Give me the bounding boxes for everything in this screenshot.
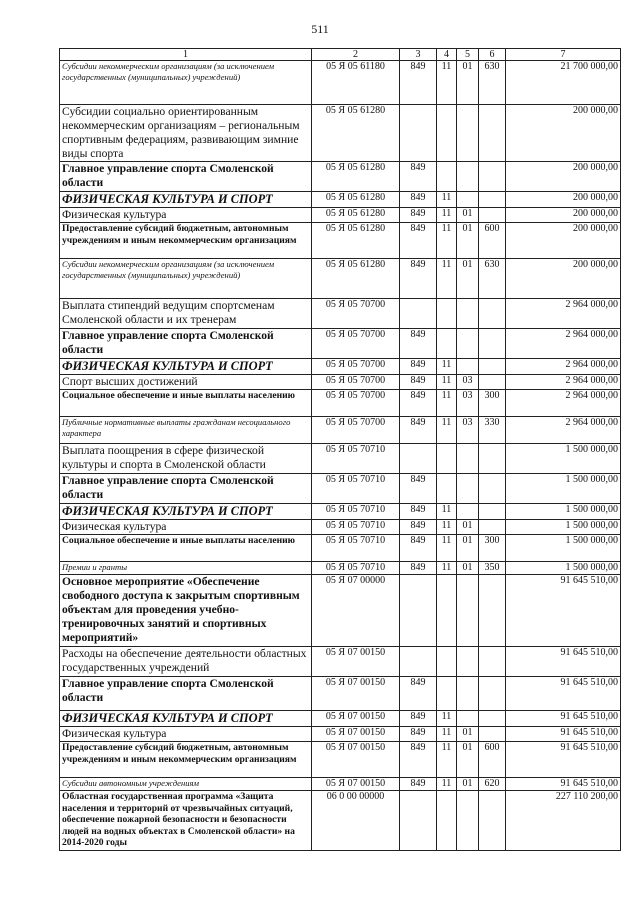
row-section: 11 (437, 535, 457, 562)
row-ved: 849 (400, 520, 437, 535)
row-section (437, 474, 457, 504)
row-ved: 849 (400, 474, 437, 504)
row-ved: 849 (400, 727, 437, 742)
row-expense-type (479, 359, 506, 375)
row-code: 05 Я 07 00150 (312, 727, 400, 742)
row-code: 05 Я 05 70700 (312, 417, 400, 444)
table-row (60, 417, 621, 444)
row-name: Предоставление субсидий бюджетным, автономным учреждениям и иным некоммерческим организациям (60, 223, 312, 259)
row-section (437, 105, 457, 162)
row-section (437, 162, 457, 192)
row-subsection: 01 (457, 778, 479, 791)
row-expense-type (479, 329, 506, 359)
row-expense-type (479, 575, 506, 647)
row-subsection (457, 504, 479, 520)
row-name: ФИЗИЧЕСКАЯ КУЛЬТУРА И СПОРТ (60, 504, 312, 520)
row-subsection: 01 (457, 562, 479, 575)
row-name: ФИЗИЧЕСКАЯ КУЛЬТУРА И СПОРТ (60, 711, 312, 727)
row-subsection: 01 (457, 727, 479, 742)
row-code: 05 Я 05 70700 (312, 375, 400, 390)
row-expense-type (479, 677, 506, 711)
row-section: 11 (437, 375, 457, 390)
row-expense-type (479, 504, 506, 520)
row-ved: 849 (400, 535, 437, 562)
row-code: 05 Я 05 61280 (312, 208, 400, 223)
row-expense-type: 300 (479, 390, 506, 417)
row-amount: 1 500 000,00 (506, 444, 621, 474)
row-amount: 2 964 000,00 (506, 390, 621, 417)
row-subsection: 01 (457, 535, 479, 562)
row-subsection (457, 647, 479, 677)
row-name: Главное управление спорта Смоленской области (60, 162, 312, 192)
header-col-2: 2 (312, 49, 400, 61)
row-subsection: 01 (457, 61, 479, 105)
row-code: 05 Я 05 61280 (312, 223, 400, 259)
row-code: 06 0 00 00000 (312, 791, 400, 851)
table-row (60, 299, 621, 329)
table-row (60, 359, 621, 375)
row-subsection: 01 (457, 742, 479, 778)
row-ved: 849 (400, 504, 437, 520)
row-section (437, 647, 457, 677)
row-ved: 849 (400, 390, 437, 417)
row-amount: 91 645 510,00 (506, 647, 621, 677)
row-section: 11 (437, 520, 457, 535)
row-amount: 91 645 510,00 (506, 727, 621, 742)
row-amount: 91 645 510,00 (506, 778, 621, 791)
row-name: Субсидии некоммерческим организациям (за исключением государственных (муниципальных) учреждений) (60, 259, 312, 299)
row-section (437, 444, 457, 474)
row-subsection (457, 105, 479, 162)
row-ved: 849 (400, 711, 437, 727)
row-code: 05 Я 05 61280 (312, 192, 400, 208)
row-ved: 849 (400, 562, 437, 575)
table-row (60, 778, 621, 791)
row-expense-type: 600 (479, 223, 506, 259)
row-name: Публичные нормативные выплаты гражданам несоциального характера (60, 417, 312, 444)
row-section: 11 (437, 417, 457, 444)
table-row (60, 390, 621, 417)
row-amount: 200 000,00 (506, 223, 621, 259)
row-section: 11 (437, 259, 457, 299)
row-section: 11 (437, 727, 457, 742)
row-expense-type: 330 (479, 417, 506, 444)
row-expense-type (479, 105, 506, 162)
row-name: Выплата поощрения в сфере физической культуры и спорта в Смоленской области (60, 444, 312, 474)
row-section: 11 (437, 223, 457, 259)
row-code: 05 Я 05 70710 (312, 504, 400, 520)
row-subsection (457, 162, 479, 192)
row-code: 05 Я 05 61280 (312, 162, 400, 192)
table-row (60, 208, 621, 223)
row-code: 05 Я 07 00150 (312, 647, 400, 677)
row-section: 11 (437, 359, 457, 375)
row-subsection: 03 (457, 417, 479, 444)
row-section (437, 299, 457, 329)
row-expense-type (479, 299, 506, 329)
header-col-5: 5 (457, 49, 479, 61)
row-subsection: 01 (457, 520, 479, 535)
row-code: 05 Я 05 70700 (312, 359, 400, 375)
table-row (60, 504, 621, 520)
row-amount: 1 500 000,00 (506, 520, 621, 535)
row-ved: 849 (400, 359, 437, 375)
row-expense-type (479, 520, 506, 535)
table-row (60, 192, 621, 208)
table-row (60, 647, 621, 677)
row-code: 05 Я 05 61280 (312, 259, 400, 299)
row-section: 11 (437, 562, 457, 575)
row-section: 11 (437, 504, 457, 520)
row-ved: 849 (400, 192, 437, 208)
row-code: 05 Я 05 61180 (312, 61, 400, 105)
row-amount: 200 000,00 (506, 162, 621, 192)
row-subsection: 01 (457, 208, 479, 223)
row-ved (400, 791, 437, 851)
row-ved (400, 299, 437, 329)
row-name: Субсидии социально ориентированным некоммерческим организациям – региональным спортивным федерациям, развивающим зимние виды спорта (60, 105, 312, 162)
row-amount: 227 110 200,00 (506, 791, 621, 851)
row-name: Главное управление спорта Смоленской области (60, 474, 312, 504)
row-subsection (457, 329, 479, 359)
row-subsection (457, 444, 479, 474)
row-code: 05 Я 07 00150 (312, 742, 400, 778)
table-row (60, 742, 621, 778)
row-name: Спорт высших достижений (60, 375, 312, 390)
row-expense-type (479, 208, 506, 223)
row-ved: 849 (400, 208, 437, 223)
row-name: Областная государственная программа «Защита населения и территорий от чрезвычайных ситуаций, обеспечение пожарной безопасности и безопасности людей на водных объектах в Смоленской области» на 2014-2020 годы (60, 791, 312, 851)
row-code: 05 Я 05 70700 (312, 390, 400, 417)
row-subsection: 03 (457, 390, 479, 417)
row-ved: 849 (400, 742, 437, 778)
row-code: 05 Я 05 70710 (312, 520, 400, 535)
row-expense-type (479, 444, 506, 474)
row-name: Социальное обеспечение и иные выплаты населению (60, 535, 312, 562)
row-name: Выплата стипендий ведущим спортсменам Смоленской области и их тренерам (60, 299, 312, 329)
header-col-4: 4 (437, 49, 457, 61)
row-ved: 849 (400, 778, 437, 791)
table-row (60, 677, 621, 711)
row-subsection (457, 791, 479, 851)
row-expense-type: 630 (479, 61, 506, 105)
row-section (437, 791, 457, 851)
row-ved (400, 647, 437, 677)
row-subsection (457, 677, 479, 711)
row-subsection: 01 (457, 259, 479, 299)
row-expense-type: 600 (479, 742, 506, 778)
row-section (437, 677, 457, 711)
row-code: 05 Я 05 61280 (312, 105, 400, 162)
row-expense-type (479, 162, 506, 192)
row-amount: 1 500 000,00 (506, 535, 621, 562)
row-ved: 849 (400, 162, 437, 192)
row-code: 05 Я 05 70710 (312, 562, 400, 575)
table-row (60, 162, 621, 192)
row-subsection: 03 (457, 375, 479, 390)
row-name: Физическая культура (60, 208, 312, 223)
header-col-3: 3 (400, 49, 437, 61)
row-amount: 200 000,00 (506, 192, 621, 208)
row-code: 05 Я 07 00150 (312, 677, 400, 711)
row-subsection (457, 474, 479, 504)
row-amount: 200 000,00 (506, 259, 621, 299)
table-row (60, 562, 621, 575)
table-row (60, 375, 621, 390)
row-amount: 200 000,00 (506, 105, 621, 162)
row-name: Главное управление спорта Смоленской области (60, 329, 312, 359)
table-row (60, 105, 621, 162)
row-ved: 849 (400, 61, 437, 105)
table-row (60, 791, 621, 851)
header-col-6: 6 (479, 49, 506, 61)
row-amount: 91 645 510,00 (506, 742, 621, 778)
row-name: Премии и гранты (60, 562, 312, 575)
row-ved (400, 575, 437, 647)
row-expense-type (479, 192, 506, 208)
row-name: Субсидии автономным учреждениям (60, 778, 312, 791)
row-name: Главное управление спорта Смоленской области (60, 677, 312, 711)
row-ved: 849 (400, 677, 437, 711)
row-subsection: 01 (457, 223, 479, 259)
table-row (60, 711, 621, 727)
row-name: Предоставление субсидий бюджетным, автономным учреждениям и иным некоммерческим организациям (60, 742, 312, 778)
row-ved: 849 (400, 259, 437, 299)
table-row (60, 535, 621, 562)
row-name: ФИЗИЧЕСКАЯ КУЛЬТУРА И СПОРТ (60, 359, 312, 375)
table-row (60, 474, 621, 504)
row-name: ФИЗИЧЕСКАЯ КУЛЬТУРА И СПОРТ (60, 192, 312, 208)
row-code: 05 Я 07 00150 (312, 778, 400, 791)
row-ved (400, 444, 437, 474)
row-subsection (457, 575, 479, 647)
row-expense-type: 620 (479, 778, 506, 791)
table-body (60, 61, 621, 851)
header-col-1: 1 (60, 49, 312, 61)
row-ved (400, 105, 437, 162)
row-expense-type: 300 (479, 535, 506, 562)
row-amount: 2 964 000,00 (506, 359, 621, 375)
table-row (60, 329, 621, 359)
row-expense-type (479, 711, 506, 727)
row-section: 11 (437, 711, 457, 727)
row-section: 11 (437, 208, 457, 223)
row-amount: 2 964 000,00 (506, 329, 621, 359)
table-row (60, 575, 621, 647)
row-expense-type (479, 375, 506, 390)
budget-table (59, 48, 621, 851)
row-section (437, 575, 457, 647)
row-section: 11 (437, 192, 457, 208)
row-code: 05 Я 07 00150 (312, 711, 400, 727)
row-subsection (457, 359, 479, 375)
header-row (60, 49, 621, 61)
row-expense-type (479, 647, 506, 677)
row-amount: 1 500 000,00 (506, 474, 621, 504)
row-name: Физическая культура (60, 727, 312, 742)
row-expense-type (479, 791, 506, 851)
row-code: 05 Я 05 70710 (312, 535, 400, 562)
row-amount: 91 645 510,00 (506, 711, 621, 727)
row-amount: 1 500 000,00 (506, 504, 621, 520)
row-subsection (457, 299, 479, 329)
row-expense-type (479, 727, 506, 742)
row-amount: 1 500 000,00 (506, 562, 621, 575)
row-amount: 91 645 510,00 (506, 677, 621, 711)
row-amount: 91 645 510,00 (506, 575, 621, 647)
row-code: 05 Я 05 70710 (312, 474, 400, 504)
row-name: Субсидии некоммерческим организациям (за исключением государственных (муниципальных) учреждений) (60, 61, 312, 105)
table-row (60, 520, 621, 535)
row-section: 11 (437, 778, 457, 791)
row-expense-type (479, 474, 506, 504)
header-col-7: 7 (506, 49, 621, 61)
table-row (60, 223, 621, 259)
table-row (60, 61, 621, 105)
row-amount: 2 964 000,00 (506, 375, 621, 390)
row-section: 11 (437, 390, 457, 417)
table-row (60, 259, 621, 299)
row-name: Расходы на обеспечение деятельности областных государственных учреждений (60, 647, 312, 677)
row-ved: 849 (400, 329, 437, 359)
row-name: Основное мероприятие «Обеспечение свободного доступа к закрытым спортивным объектам для проведения учебно-тренировочных занятий и спортивных мероприятий» (60, 575, 312, 647)
row-subsection (457, 192, 479, 208)
table-row (60, 444, 621, 474)
row-section: 11 (437, 61, 457, 105)
row-code: 05 Я 05 70700 (312, 329, 400, 359)
row-name: Физическая культура (60, 520, 312, 535)
row-amount: 2 964 000,00 (506, 299, 621, 329)
row-ved: 849 (400, 375, 437, 390)
row-code: 05 Я 05 70710 (312, 444, 400, 474)
row-section: 11 (437, 742, 457, 778)
row-amount: 2 964 000,00 (506, 417, 621, 444)
row-amount: 21 700 000,00 (506, 61, 621, 105)
row-ved: 849 (400, 223, 437, 259)
row-code: 05 Я 07 00000 (312, 575, 400, 647)
row-amount: 200 000,00 (506, 208, 621, 223)
row-section (437, 329, 457, 359)
table-row (60, 727, 621, 742)
row-code: 05 Я 05 70700 (312, 299, 400, 329)
page-number: 511 (311, 22, 329, 36)
row-subsection (457, 711, 479, 727)
row-expense-type: 630 (479, 259, 506, 299)
row-name: Социальное обеспечение и иные выплаты населению (60, 390, 312, 417)
row-ved: 849 (400, 417, 437, 444)
row-expense-type: 350 (479, 562, 506, 575)
